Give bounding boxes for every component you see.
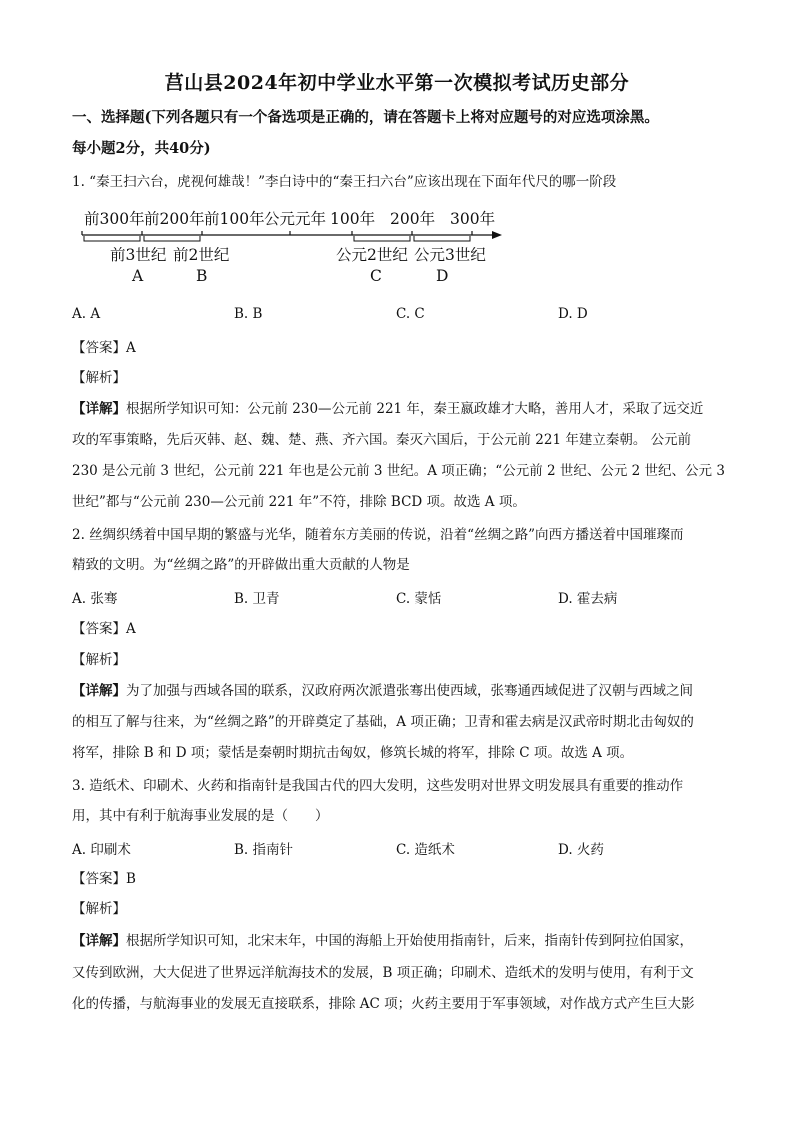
timeline-period: 公元2世纪 [336, 246, 408, 264]
timeline-label: 前200年 [144, 210, 205, 228]
timeline-letter: B [196, 267, 208, 285]
timeline-period: 公元3世纪 [414, 246, 486, 264]
timeline-letter: A [132, 267, 144, 285]
q1-detail-1 [72, 399, 732, 419]
q3-option-b: B. 指南针 [234, 842, 294, 858]
section-heading: 一、选择题(下列各题只有一个备选项是正确的，请在答题卡上将对应题号的对应选项涂黑。 [72, 109, 659, 126]
timeline-label: 前300年 [84, 210, 145, 228]
q1-option-b: B. B [234, 306, 263, 322]
timeline-label: 公元元年 [264, 210, 327, 228]
q3-detail-2: 又传到欧洲，大大促进了世界远洋航海技术的发展，B 项正确；印刷术、造纸术的发明与使用，有利于文 [72, 965, 694, 981]
q2-stem-1: 2. 丝绸织绣着中国早期的繁盛与光华，随着东方美丽的传说，沿着“丝绸之路”向西方播送着中国璀璨而 [72, 527, 684, 543]
q1-detail-3: 230 是公元前 3 世纪，公元前 221 年也是公元前 3 世纪。A 项正确；“公元前 2 世纪、公元 2 世纪、公元 3 [72, 463, 725, 479]
timeline-letter: C [370, 267, 382, 285]
q1-stem: 1. “秦王扫六台，虎视何雄哉！”李白诗中的“秦王扫六台”应该出现在下面年代尺的哪一阶段 [72, 174, 617, 190]
q1-option-c: C. C [396, 306, 425, 322]
q2-stem-2: 精致的文明。为“丝绸之路”的开辟做出重大贡献的人物是 [72, 557, 410, 573]
q1-detail-4: 世纪”都与“公元前 230—公元前 221 年”不符，排除 BCD 项。故选 A 项。 [72, 494, 526, 510]
q1-option-d: D. D [558, 306, 588, 322]
q2-detail-3: 将军，排除 B 和 D 项；蒙恬是秦朝时期抗击匈奴，修筑长城的将军，排除 C 项。故选 A 项。 [72, 745, 634, 761]
q2-option-a: A. 张骞 [72, 591, 118, 607]
q3-answer: 【答案】B [72, 871, 136, 887]
q3-option-a: A. 印刷术 [72, 842, 131, 858]
timeline-period: 前2世纪 [173, 246, 230, 264]
timeline-period: 前3世纪 [110, 246, 167, 264]
detail-text: 根据所学知识可知：公元前 230—公元前 221 年，秦王嬴政雄才大略，善用人才，采取了远交近 [126, 401, 704, 417]
detail-tag: 【详解】 [72, 683, 126, 699]
timeline-letter: D [436, 267, 449, 285]
section-heading-cont: 每小题2分，共40分) [72, 140, 211, 157]
q1-analysis-label: 【解析】 [72, 370, 126, 386]
q3-option-d: D. 火药 [558, 842, 604, 858]
detail-tag: 【详解】 [72, 933, 126, 949]
detail-text: 根据所学知识可知，北宋末年，中国的海船上开始使用指南针，后来，指南针传到阿拉伯国家， [126, 933, 693, 949]
q2-option-d: D. 霍去病 [558, 591, 618, 607]
q2-option-b: B. 卫青 [234, 591, 280, 607]
q2-detail-1 [72, 681, 732, 701]
q1-option-a: A. A [72, 306, 101, 322]
q3-stem-1: 3. 造纸术、印刷术、火药和指南针是我国古代的四大发明，这些发明对世界文明发展具有重要的推动作 [72, 778, 684, 794]
timeline-label: 前100年 [204, 210, 265, 228]
timeline-label: 100年 [330, 210, 376, 228]
q2-answer: 【答案】A [72, 621, 136, 637]
page-title: 莒山县2024年初中学业水平第一次模拟考试历史部分 [164, 72, 630, 94]
q1-answer: 【答案】A [72, 340, 136, 356]
q3-stem-2: 用，其中有利于航海事业发展的是（ ） [72, 808, 329, 824]
timeline-label: 300年 [450, 210, 496, 228]
q2-detail-2: 的相互了解与往来，为“丝绸之路”的开辟奠定了基础，A 项正确；卫青和霍去病是汉武帝时期北击匈奴的 [72, 714, 694, 730]
q3-option-c: C. 造纸术 [396, 842, 455, 858]
q3-detail-3: 化的传播，与航海事业的发展无直接联系，排除 AC 项；火药主要用于军事领域，对作战方式产生巨大影 [72, 996, 695, 1012]
q1-timeline [72, 205, 512, 295]
timeline-label: 200年 [390, 210, 436, 228]
q2-analysis-label: 【解析】 [72, 652, 126, 668]
detail-text: 为了加强与西域各国的联系，汉政府两次派遣张骞出使西域，张骞通西域促进了汉朝与西域之间 [126, 683, 693, 699]
q1-detail-2: 攻的军事策略，先后灭韩、赵、魏、楚、燕、齐六国。秦灭六国后，于公元前 221 年建立秦朝。 公元前 [72, 432, 692, 448]
detail-tag: 【详解】 [72, 401, 126, 417]
q3-detail-1 [72, 931, 732, 951]
q2-option-c: C. 蒙恬 [396, 591, 442, 607]
q3-analysis-label: 【解析】 [72, 901, 126, 917]
